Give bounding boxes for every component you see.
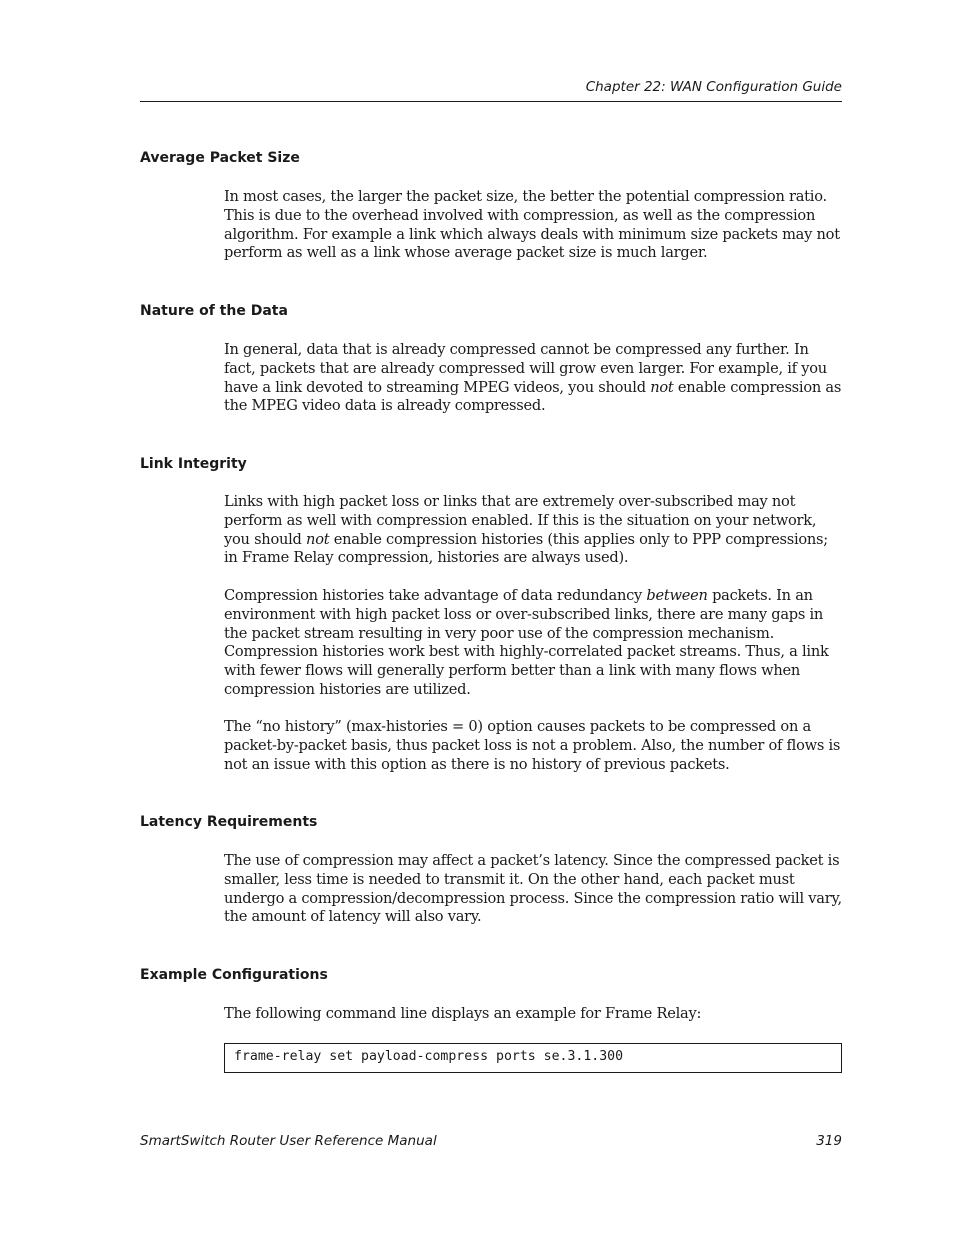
paragraph-link-integrity-1 bbox=[224, 493, 844, 568]
heading-link-integrity: Link Integrity bbox=[140, 456, 247, 472]
emphasis-text: not bbox=[306, 530, 330, 548]
paragraph-link-integrity-3: The “no history” (max-histories = 0) option causes packets to be compressed on a packet-by-packet basis, thus packet loss is not a problem. Also, the number of flows is not an issue with this option as there is no history of previous packets. bbox=[224, 718, 841, 773]
heading-nature-of-data: Nature of the Data bbox=[140, 303, 288, 319]
paragraph-latency: The use of compression may affect a packet’s latency. Since the compressed packet is smaller, less time is needed to transmit it. On the other hand, each packet must undergo a compression/decompression process. Since the compression ratio will vary, the amount of latency will also vary. bbox=[224, 852, 842, 926]
page-number: 319 bbox=[816, 1133, 842, 1149]
paragraph-text: Links with high packet loss or links that are extremely over-subscribed may not perform as well with compression enabled. If this is the situation on your network, you should bbox=[224, 493, 817, 548]
paragraph-text: Compression histories take advantage of data redundancy bbox=[224, 587, 647, 604]
paragraph-text: In general, data that is already compressed cannot be compressed any further. In fact, packets that are already compressed will grow even larger. For example, if you have a link devoted to streaming MPEG videos, you should bbox=[224, 341, 827, 396]
paragraph-link-integrity-2 bbox=[224, 587, 844, 700]
heading-latency-requirements: Latency Requirements bbox=[140, 814, 318, 830]
paragraph-text: enable compression histories (this applies only to PPP compressions; in Frame Relay compression, histories are always used). bbox=[224, 530, 828, 567]
footer-manual-title: SmartSwitch Router User Reference Manual bbox=[140, 1133, 437, 1149]
code-block bbox=[224, 1043, 842, 1073]
paragraph-example: The following command line displays an example for Frame Relay: bbox=[224, 1005, 702, 1022]
paragraph-text: packets. In an environment with high packet loss or over-subscribed links, there are many gaps in the packet stream resulting in very poor use of the compression mechanism. Compression histories work best with highly-correlated packet streams. Thus, a link with fewer flows will generally perform better than a link with many flows when compression histories are utilized. bbox=[224, 587, 829, 698]
paragraph-nature-of-data bbox=[224, 341, 844, 416]
command-line: frame-relay set payload-compress ports se.3.1.300 bbox=[234, 1049, 624, 1064]
paragraph-text: enable compression as the MPEG video data is already compressed. bbox=[224, 378, 842, 415]
emphasis-text: not bbox=[650, 378, 674, 396]
header-rule bbox=[140, 101, 842, 102]
paragraph-average-packet-size: In most cases, the larger the packet size, the better the potential compression ratio. This is due to the overhead involved with compression, as well as the compression algorithm. For example a link which always deals with minimum size packets may not perform as well as a link whose average packet size is much larger. bbox=[224, 188, 840, 262]
heading-average-packet-size: Average Packet Size bbox=[140, 150, 300, 166]
emphasis-text: between bbox=[646, 587, 708, 604]
heading-example-configurations: Example Configurations bbox=[140, 967, 328, 983]
running-header: Chapter 22: WAN Configuration Guide bbox=[585, 79, 842, 95]
